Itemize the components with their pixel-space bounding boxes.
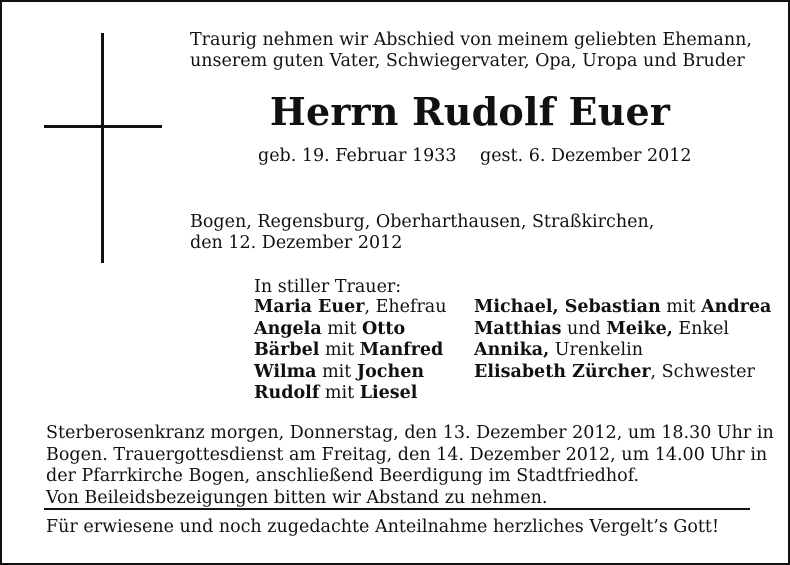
mourner-name: Maria Euer (254, 297, 365, 317)
mourner-name: Annika, (474, 340, 550, 360)
mourner-name: Meike, (606, 318, 673, 339)
mourner-line (254, 362, 447, 384)
condolence-request: Von Beileidsbezeigungen bitten wir Abstand zu nehmen. (46, 488, 548, 508)
mourner-relation: mit (660, 297, 702, 317)
mourner-relation: mit (316, 361, 357, 382)
mourner-relation: , Schwester (650, 361, 755, 382)
mourner-line (254, 340, 447, 362)
service-line-1: Sterberosenkranz morgen, Donnerstag, den 13. Dezember 2012, um 18.30 Uhr in (46, 423, 774, 443)
divider (44, 508, 750, 510)
mourner-name: Andrea (701, 297, 772, 317)
mourner-line (474, 319, 771, 341)
intro-line-1: Traurig nehmen wir Abschied von meinem geliebten Ehemann, (190, 30, 752, 50)
intro-text (190, 30, 752, 72)
place-and-date (190, 212, 654, 254)
mourner-name: Michael, Sebastian (474, 297, 661, 317)
mourner-relation: mit (319, 383, 360, 403)
mourner-name: Bärbel (254, 340, 320, 360)
mourner-name: Elisabeth Zürcher (474, 361, 651, 382)
mourner-relation: Urenkelin (549, 340, 643, 360)
death-date: gest. 6. Dezember 2012 (480, 146, 692, 166)
mourner-name: Angela (254, 318, 322, 339)
service-line-3: der Pfarrkirche Bogen, anschließend Beerdigung im Stadtfriedhof. (46, 466, 640, 486)
deceased-name: Herrn Rudolf Euer (269, 89, 671, 134)
thanks-line: Für erwiesene und noch zugedachte Anteilnahme herzliches Vergelt’s Gott! (46, 517, 719, 537)
mourner-name: Otto (362, 318, 406, 339)
mourner-relation: mit (319, 340, 360, 360)
service-notice (46, 423, 774, 488)
mourner-name: Jochen (356, 361, 425, 382)
mourner-line (254, 297, 447, 319)
mourner-name: Liesel (359, 383, 418, 403)
place-line-1: Bogen, Regensburg, Oberharthausen, Straßkirchen, (190, 212, 655, 232)
mourner-line (474, 297, 771, 319)
cross-icon-vertical (101, 33, 104, 263)
mourner-name: Matthias (474, 318, 562, 339)
mourner-relation: mit (321, 318, 363, 339)
mourner-name: Manfred (359, 340, 444, 360)
intro-line-2: unserem guten Vater, Schwiegervater, Opa, Uropa und Bruder (190, 51, 745, 71)
mourning-heading: In stiller Trauer: (254, 277, 402, 297)
mourners-right-column (474, 297, 771, 383)
mourner-line (254, 319, 447, 341)
mourners-left-column (254, 297, 447, 405)
mourner-relation: und (561, 318, 607, 339)
mourner-name: Rudolf (254, 383, 320, 403)
mourner-relation: , Ehefrau (364, 297, 447, 317)
service-line-2: Bogen. Trauergottesdienst am Freitag, den 14. Dezember 2012, um 14.00 Uhr in (46, 444, 768, 465)
mourner-line (474, 340, 771, 362)
mourner-name: Wilma (254, 361, 317, 382)
mourner-relation: Enkel (672, 318, 730, 339)
place-line-2: den 12. Dezember 2012 (190, 233, 403, 253)
mourner-line (254, 383, 447, 405)
birth-date: geb. 19. Februar 1933 (258, 146, 457, 166)
mourner-line (474, 362, 771, 384)
